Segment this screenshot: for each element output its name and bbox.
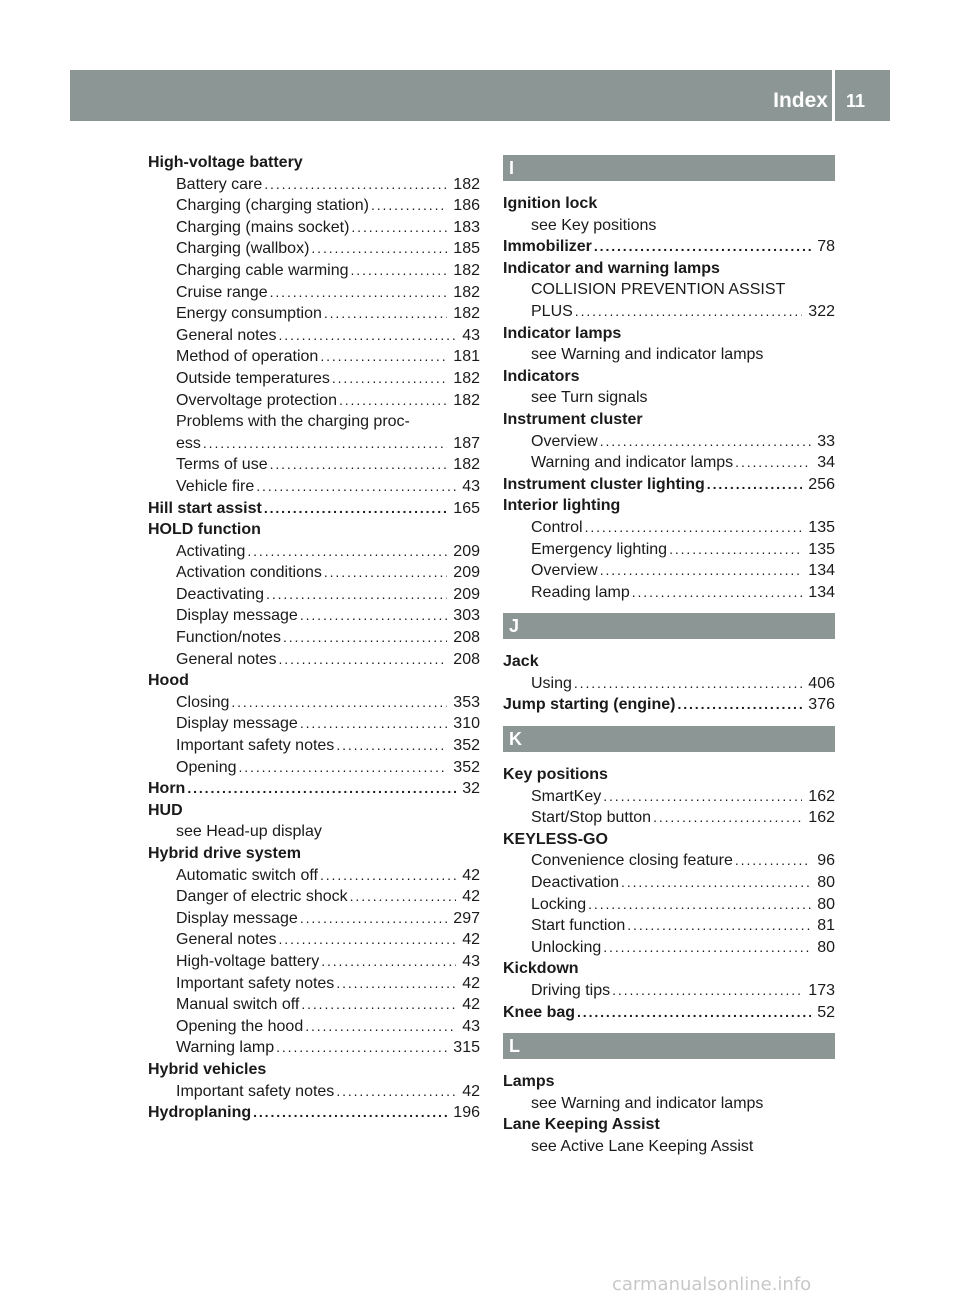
page-reference: 406	[808, 674, 835, 692]
entry-label: Opening the hood	[176, 1017, 304, 1035]
entry-label: Automatic switch off	[176, 866, 318, 884]
watermark: carmanualsonline.info	[612, 1274, 812, 1295]
dot-leader	[603, 937, 811, 959]
section-letter: K	[503, 726, 835, 752]
dot-leader	[253, 1102, 447, 1124]
dot-leader	[585, 517, 803, 539]
page-reference: 165	[453, 499, 480, 517]
page-reference: 182	[453, 175, 480, 193]
index-subtext: see Turn signals	[531, 389, 648, 407]
dot-leader	[653, 807, 802, 829]
page-reference: 352	[453, 758, 480, 776]
entry-label: Important safety notes	[176, 737, 335, 755]
dot-leader	[336, 735, 447, 757]
entry-label: Warning and indicator lamps	[531, 454, 734, 472]
section-letter: J	[503, 613, 835, 639]
page-reference: 182	[453, 283, 480, 301]
index-subtext: see Warning and indicator lamps	[531, 1094, 764, 1112]
dot-leader	[283, 627, 447, 649]
index-entry[interactable]	[503, 694, 835, 716]
dot-leader	[600, 560, 803, 582]
index-subentry[interactable]	[503, 452, 835, 474]
entry-label: General notes	[176, 650, 277, 668]
entry-label: Charging (mains socket)	[176, 218, 350, 236]
index-subentry[interactable]	[503, 431, 835, 453]
index-heading: Hybrid drive system	[148, 845, 301, 862]
index-subentry[interactable]	[148, 1016, 480, 1038]
index-heading: Indicator lamps	[503, 324, 622, 342]
page-reference: 256	[808, 475, 835, 493]
dot-leader	[300, 605, 447, 627]
index-heading: High-voltage battery	[148, 154, 303, 171]
index-subentry[interactable]	[148, 174, 480, 196]
page-reference: 42	[462, 866, 480, 884]
index-subtext: see Active Lane Keeping Assist	[531, 1137, 754, 1155]
section-letter: I	[503, 155, 835, 181]
page-reference: 42	[462, 1082, 480, 1100]
page-reference: 42	[462, 974, 480, 992]
index-heading: KEYLESS-GO	[503, 830, 608, 848]
entry-label: Activation conditions	[176, 564, 322, 582]
index-subentry[interactable]	[503, 301, 835, 323]
entry-label: General notes	[176, 931, 277, 949]
dot-leader	[707, 474, 803, 496]
page-reference: 185	[453, 240, 480, 258]
dot-leader	[574, 673, 802, 695]
index-subentry[interactable]	[148, 627, 480, 649]
page-reference: 96	[817, 852, 835, 870]
entry-label: Terms of use	[176, 456, 268, 474]
entry-label: Vehicle fire	[176, 477, 255, 495]
index-heading: Instrument cluster	[503, 410, 643, 428]
index-subentry[interactable]	[148, 605, 480, 627]
entry-label: Horn	[148, 780, 186, 798]
page-reference: 43	[462, 1017, 480, 1035]
page-reference: 315	[453, 1039, 480, 1057]
index-subentry[interactable]	[148, 562, 480, 584]
entry-label: Activating	[176, 542, 246, 560]
page-reference: 43	[462, 326, 480, 344]
entry-label: Outside temperatures	[176, 369, 330, 387]
entry-label: Opening	[176, 758, 237, 776]
page-reference: 209	[453, 564, 480, 582]
entry-label: Display message	[176, 715, 298, 733]
entry-label: Jump starting (engine)	[503, 696, 676, 714]
index-subentry[interactable]	[148, 908, 480, 930]
entry-label: Display message	[176, 607, 298, 625]
entry-label: Warning lamp	[176, 1039, 275, 1057]
index-subtext: Problems with the charging proc-	[176, 413, 410, 431]
index-subentry[interactable]	[148, 757, 480, 779]
index-subentry[interactable]	[148, 368, 480, 390]
index-subentry[interactable]	[148, 238, 480, 260]
page-reference: 182	[453, 391, 480, 409]
entry-label: Manual switch off	[176, 996, 300, 1014]
page-reference: 182	[453, 369, 480, 387]
index-heading: HUD	[148, 801, 183, 819]
index-column-right	[503, 152, 835, 1158]
index-subentry[interactable]	[148, 325, 480, 347]
page-reference: 42	[462, 996, 480, 1014]
page-number: 11	[846, 91, 866, 111]
dot-leader	[612, 980, 802, 1002]
entry-label: Start function	[531, 917, 626, 935]
index-subentry[interactable]	[503, 539, 835, 561]
page-reference: 208	[453, 629, 480, 647]
dot-leader	[627, 915, 811, 937]
page-reference: 186	[453, 197, 480, 215]
section-letter: L	[503, 1033, 835, 1059]
dot-leader	[239, 757, 448, 779]
index-subentry[interactable]	[148, 973, 480, 995]
dot-leader	[603, 786, 802, 808]
entry-label: ess	[176, 434, 201, 452]
index-subtext: COLLISION PREVENTION ASSIST	[531, 281, 786, 299]
entry-label: Danger of electric shock	[176, 888, 348, 906]
page-reference: 196	[453, 1104, 480, 1122]
index-subentry[interactable]	[148, 929, 480, 951]
page-reference: 182	[453, 305, 480, 323]
page-reference: 42	[462, 931, 480, 949]
entry-label: SmartKey	[531, 787, 602, 805]
index-subentry[interactable]	[503, 980, 835, 1002]
index-subentry[interactable]	[148, 1081, 480, 1103]
page-reference: 209	[453, 542, 480, 560]
page-reference: 32	[462, 780, 480, 798]
dot-leader	[256, 476, 456, 498]
entry-label: General notes	[176, 326, 277, 344]
entry-label: Overview	[531, 562, 598, 580]
entry-label: Charging cable warming	[176, 261, 349, 279]
index-heading: Interior lighting	[503, 497, 621, 515]
page-reference: 134	[808, 583, 835, 601]
entry-label: Deactivating	[176, 585, 265, 603]
dot-leader	[677, 694, 802, 716]
entry-label: Charging (wallbox)	[176, 240, 310, 258]
index-subentry[interactable]	[503, 560, 835, 582]
entry-label: Immobilizer	[503, 238, 592, 256]
dot-leader	[339, 390, 447, 412]
entry-label: Method of operation	[176, 348, 319, 366]
page-reference: 80	[817, 895, 835, 913]
index-heading: Indicator and warning lamps	[503, 259, 720, 277]
page-reference: 182	[453, 261, 480, 279]
page-reference: 43	[462, 952, 480, 970]
dot-leader	[203, 433, 447, 455]
index-entry[interactable]	[503, 474, 835, 496]
entry-label: Display message	[176, 909, 298, 927]
entry-label: Function/notes	[176, 629, 281, 647]
page-reference: 33	[817, 432, 835, 450]
index-subentry[interactable]	[503, 517, 835, 539]
index-subentry[interactable]	[503, 582, 835, 604]
dot-leader	[351, 260, 448, 282]
page-reference: 78	[817, 238, 835, 256]
page-reference: 297	[453, 909, 480, 927]
page-reference: 52	[817, 1003, 835, 1021]
page-reference: 182	[453, 456, 480, 474]
index-heading: HOLD function	[148, 521, 261, 539]
index-column-left	[148, 152, 480, 1124]
dot-leader	[320, 346, 447, 368]
page-reference: 303	[453, 607, 480, 625]
dot-leader	[351, 217, 447, 239]
entry-label: Unlocking	[531, 938, 602, 956]
dot-leader	[300, 713, 447, 735]
index-entry[interactable]	[148, 778, 480, 800]
page-reference: 353	[453, 693, 480, 711]
dot-leader	[320, 865, 456, 887]
index-subentry[interactable]	[148, 303, 480, 325]
index-subtext: see Key positions	[531, 216, 657, 234]
index-heading: Lane Keeping Assist	[503, 1116, 660, 1134]
dot-leader	[735, 452, 811, 474]
index-subentry[interactable]	[503, 673, 835, 695]
index-heading: Jack	[503, 653, 539, 671]
index-heading: Indicators	[503, 367, 580, 385]
page-reference: 181	[453, 348, 480, 366]
entry-label: Driving tips	[531, 982, 611, 999]
index-subentry[interactable]	[148, 713, 480, 735]
index-subentry[interactable]	[148, 217, 480, 239]
page-reference: 322	[808, 302, 835, 320]
dot-leader	[575, 301, 803, 323]
index-heading: Hood	[148, 672, 189, 690]
page-reference: 173	[808, 982, 835, 999]
dot-leader	[279, 325, 457, 347]
dot-leader	[266, 584, 447, 606]
entry-label: Convenience closing feature	[531, 852, 733, 870]
index-subentry[interactable]	[503, 807, 835, 829]
dot-leader	[279, 929, 457, 951]
entry-label: Deactivation	[531, 874, 620, 892]
dot-leader	[324, 562, 447, 584]
entry-label: Important safety notes	[176, 1082, 335, 1100]
index-subentry[interactable]	[503, 937, 835, 959]
entry-label: Battery care	[176, 175, 263, 193]
index-subtext: see Warning and indicator lamps	[531, 346, 764, 364]
entry-label: Hill start assist	[148, 499, 262, 517]
entry-label: Important safety notes	[176, 974, 335, 992]
page-reference: 183	[453, 218, 480, 236]
dot-leader	[305, 1016, 456, 1038]
dot-leader	[264, 174, 447, 196]
dot-leader	[336, 1081, 456, 1103]
header-separator	[832, 70, 835, 121]
page-reference: 310	[453, 715, 480, 733]
page-reference: 81	[817, 917, 835, 935]
dot-leader	[321, 951, 456, 973]
page-reference: 209	[453, 585, 480, 603]
page-reference: 134	[808, 562, 835, 580]
index-subentry[interactable]	[148, 994, 480, 1016]
dot-leader	[247, 541, 447, 563]
page-reference: 135	[808, 518, 835, 536]
index-subentry[interactable]	[503, 872, 835, 894]
index-subentry[interactable]	[503, 786, 835, 808]
entry-label: Start/Stop button	[531, 809, 652, 827]
index-subentry[interactable]	[503, 850, 835, 872]
index-subentry[interactable]	[148, 1037, 480, 1059]
page-reference: 43	[462, 477, 480, 495]
entry-label: Emergency lighting	[531, 540, 668, 558]
entry-label: Overvoltage protection	[176, 391, 337, 409]
index-subentry[interactable]	[148, 433, 480, 455]
dot-leader	[231, 692, 447, 714]
dot-leader	[735, 850, 811, 872]
entry-label: High-voltage battery	[176, 952, 320, 970]
index-subentry[interactable]	[148, 195, 480, 217]
dot-leader	[600, 431, 812, 453]
dot-leader	[336, 973, 456, 995]
dot-leader	[270, 454, 448, 476]
index-subentry[interactable]	[148, 886, 480, 908]
entry-label: Hydroplaning	[148, 1104, 252, 1122]
dot-leader	[300, 908, 447, 930]
dot-leader	[594, 236, 811, 258]
dot-leader	[311, 238, 447, 260]
index-subentry[interactable]	[148, 951, 480, 973]
entry-label: Closing	[176, 693, 230, 711]
index-entry[interactable]	[148, 1102, 480, 1124]
entry-label: Instrument cluster lighting	[503, 475, 705, 493]
entry-label: PLUS	[531, 302, 573, 320]
index-subentry[interactable]	[503, 915, 835, 937]
index-entry[interactable]	[503, 236, 835, 258]
dot-leader	[279, 649, 448, 671]
dot-leader	[350, 886, 457, 908]
page-reference: 80	[817, 874, 835, 892]
entry-label: Control	[531, 518, 583, 536]
dot-leader	[669, 539, 802, 561]
index-subentry[interactable]	[148, 476, 480, 498]
entry-label: Charging (charging station)	[176, 197, 369, 215]
entry-label: Locking	[531, 895, 587, 913]
page-reference: 42	[462, 888, 480, 906]
entry-label: Using	[531, 674, 572, 692]
entry-label: Energy consumption	[176, 305, 322, 323]
page-title: Index	[773, 89, 828, 112]
page-reference: 80	[817, 938, 835, 956]
index-entry[interactable]	[503, 1002, 835, 1024]
dot-leader	[324, 303, 447, 325]
index-heading: Hybrid vehicles	[148, 1060, 267, 1078]
page-reference: 352	[453, 737, 480, 755]
index-heading: Key positions	[503, 766, 608, 784]
index-subentry[interactable]	[148, 282, 480, 304]
page-reference: 162	[808, 809, 835, 827]
page-reference: 34	[817, 454, 835, 472]
index-subentry[interactable]	[148, 649, 480, 671]
index-subentry[interactable]	[148, 260, 480, 282]
dot-leader	[577, 1002, 811, 1024]
index-subentry[interactable]	[148, 584, 480, 606]
page-reference: 135	[808, 540, 835, 558]
dot-leader	[371, 195, 447, 217]
page-reference: 208	[453, 650, 480, 668]
index-subentry[interactable]	[148, 541, 480, 563]
dot-leader	[632, 582, 803, 604]
page-reference: 376	[808, 696, 835, 714]
dot-leader	[588, 894, 811, 916]
index-subentry[interactable]	[503, 894, 835, 916]
entry-label: Reading lamp	[531, 583, 630, 601]
index-subentry[interactable]	[148, 735, 480, 757]
dot-leader	[621, 872, 811, 894]
dot-leader	[264, 498, 447, 520]
page-reference: 187	[453, 434, 480, 452]
dot-leader	[187, 778, 456, 800]
dot-leader	[276, 1037, 447, 1059]
index-heading: Kickdown	[503, 960, 579, 978]
entry-label: Cruise range	[176, 283, 268, 301]
index-subentry[interactable]	[148, 454, 480, 476]
entry-label: Knee bag	[503, 1003, 576, 1021]
dot-leader	[270, 282, 448, 304]
dot-leader	[332, 368, 447, 390]
index-subtext: see Head-up display	[176, 823, 322, 841]
page-reference: 162	[808, 787, 835, 805]
index-heading: Lamps	[503, 1073, 555, 1091]
index-heading: Ignition lock	[503, 195, 598, 212]
index-subentry[interactable]	[148, 865, 480, 887]
index-subentry[interactable]	[148, 346, 480, 368]
index-subentry[interactable]	[148, 692, 480, 714]
dot-leader	[301, 994, 456, 1016]
entry-label: Overview	[531, 432, 598, 450]
index-entry[interactable]	[148, 498, 480, 520]
index-subentry[interactable]	[148, 390, 480, 412]
